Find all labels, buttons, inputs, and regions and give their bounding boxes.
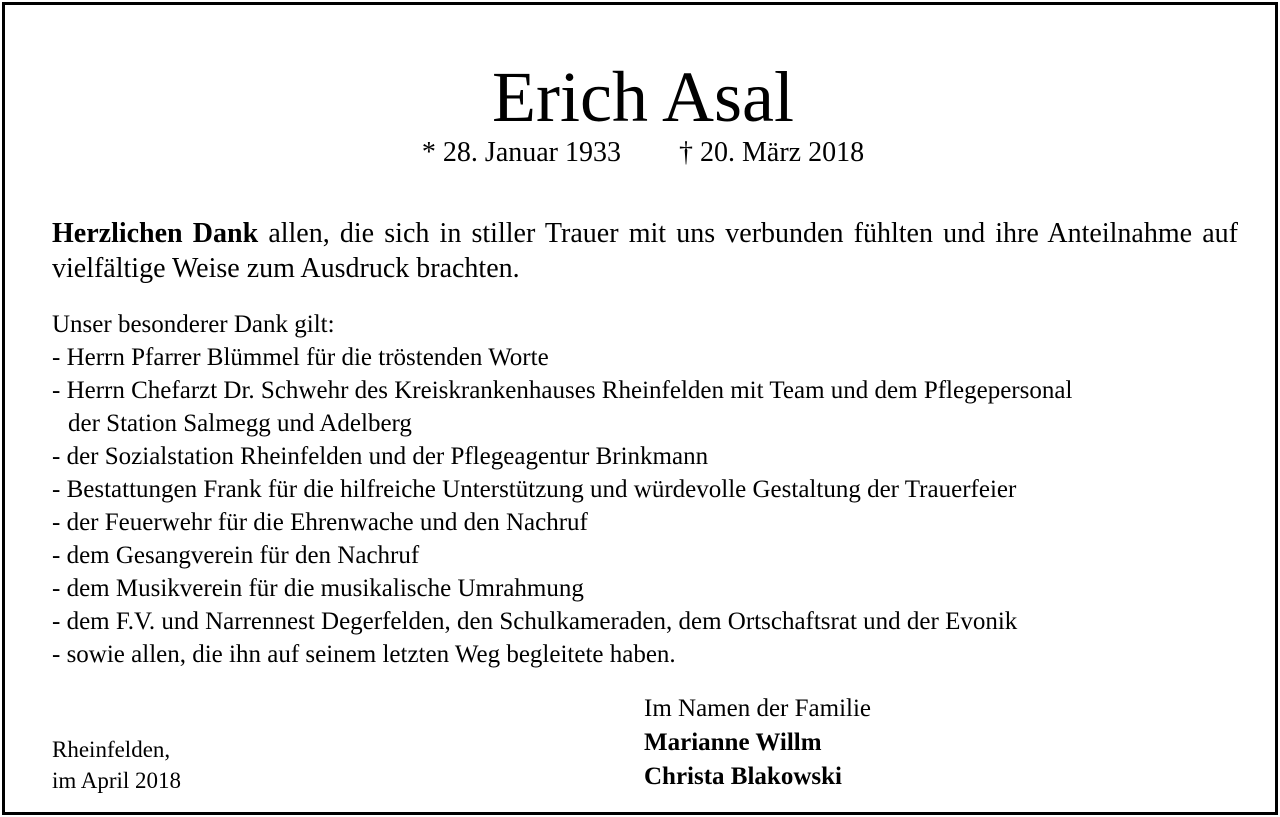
list-item: - Herrn Chefarzt Dr. Schwehr des Kreiskrankenhauses Rheinfelden mit Team und dem Pflegepersonal [52,377,1073,404]
list-item: - Bestattungen Frank für die hilfreiche Unterstützung und würdevolle Gestaltung der Trauerfeier [52,476,1017,503]
list-item: - sowie allen, die ihn auf seinem letzten Weg begleitete haben. [52,641,676,668]
special-thanks-heading: Unser besonderer Dank gilt: [52,311,335,338]
list-item: - Herrn Pfarrer Blümmel für die tröstenden Worte [52,344,549,371]
list-item: - dem Musikverein für die musikalische Umrahmung [52,575,584,602]
list-item: - dem F.V. und Narrennest Degerfelden, den Schulkameraden, dem Ortschaftsrat und der Evonik [52,608,1018,635]
obituary-notice [2,2,1278,815]
place-date [52,734,181,796]
thanks-paragraph [52,216,1238,286]
birth-date: * 28. Januar 1933 [421,137,621,168]
family-signature [644,692,871,794]
thanks-lead: Herzlichen Dank [52,218,259,249]
list-item-continuation: der Station Salmegg und Adelberg [68,410,412,437]
deceased-name: Erich Asal [492,57,794,137]
notice-date: im April 2018 [52,768,182,793]
family-intro: Im Namen der Familie [644,695,872,722]
signature-name: Marianne Willm [644,729,822,756]
list-item: - dem Gesangverein für den Nachruf [52,542,420,569]
life-dates [5,135,1280,171]
signature-name: Christa Blakowski [644,763,842,790]
place-city: Rheinfelden, [52,737,171,762]
list-item: - der Sozialstation Rheinfelden und der Pflegeagentur Brinkmann [52,443,709,470]
special-thanks [52,308,1252,671]
thanks-text: allen, die sich in stiller Trauer mit uns verbunden fühlten und ihre Anteilnahme auf vielfältige Weise zum Ausdruck brachten. [52,218,1238,284]
list-item: - der Feuerwehr für die Ehrenwache und den Nachruf [52,509,588,536]
death-date: † 20. März 2018 [679,137,865,168]
